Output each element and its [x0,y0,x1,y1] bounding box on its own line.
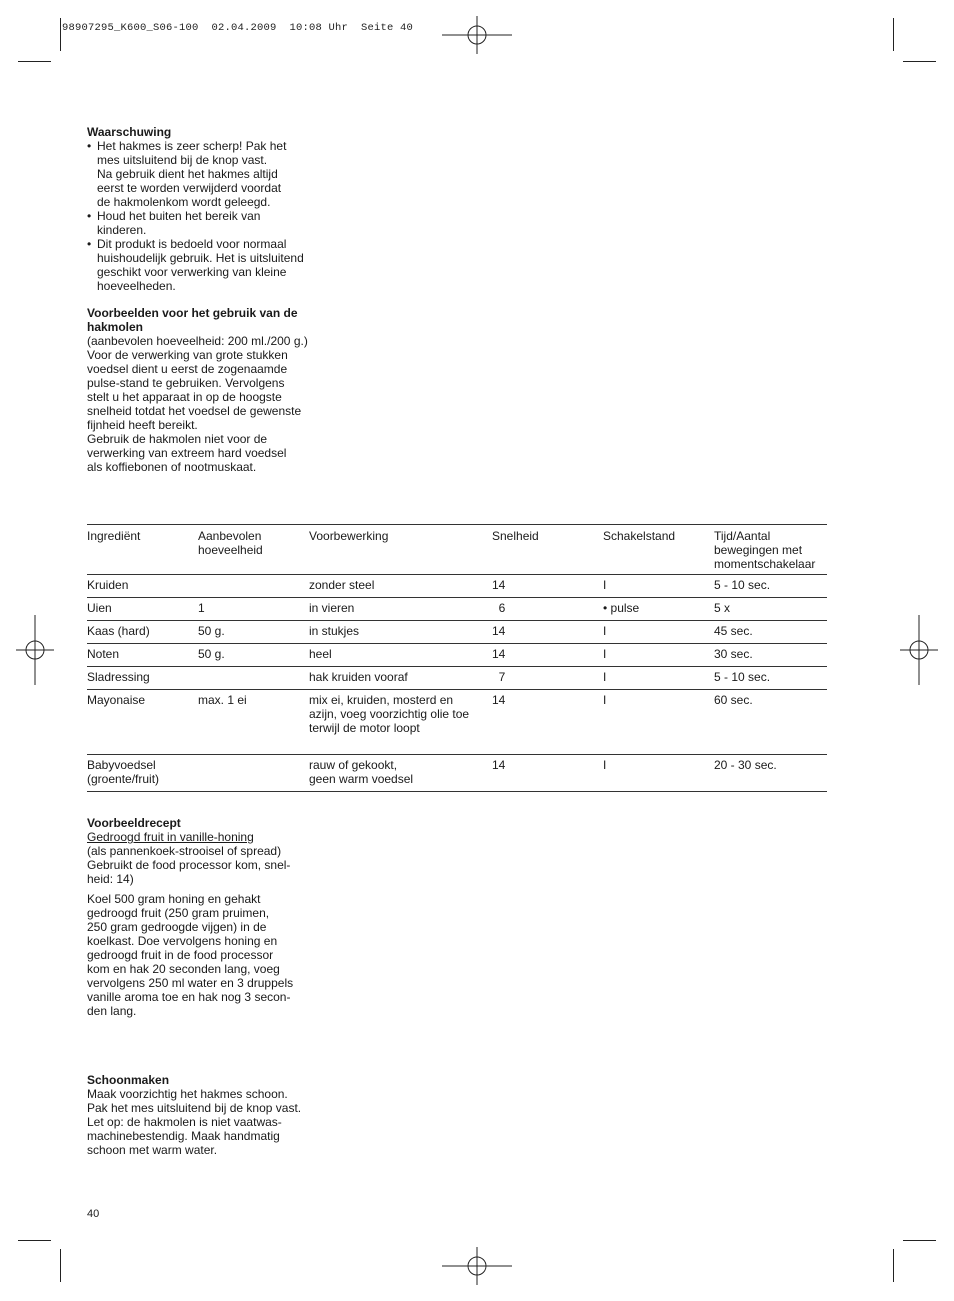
crop-mark [18,1240,51,1241]
table-row [87,644,827,667]
table-cell: zonder steel [309,575,492,598]
registration-mark-bottom [442,1231,512,1301]
recipe-intro: (als pannenkoek-strooisel of spread) Gebruikt de food processor kom, snel- heid: 14) [87,844,291,886]
registration-mark-left [0,615,70,685]
warning-list [87,139,327,293]
table-cell: I [603,667,714,690]
table-cell: Noten [87,644,198,667]
table-cell: 50 g. [198,644,309,667]
recipe-section [87,816,327,1018]
table-cell: 50 g. [198,621,309,644]
table-cell: Babyvoedsel (groente/fruit) [87,755,198,792]
table-cell: heel [309,644,492,667]
table-cell: 60 sec. [714,690,827,755]
table-cell [198,575,309,598]
table-cell: 7 [492,667,603,690]
table-cell: I [603,644,714,667]
crop-mark [893,1249,894,1282]
examples-section [87,306,327,474]
table-cell [198,667,309,690]
crop-mark [60,18,61,51]
table-cell: 5 - 10 sec. [714,667,827,690]
table-cell: 14 [492,621,603,644]
crop-mark [893,18,894,51]
warning-item: • Dit produkt is bedoeld voor normaal huishoudelijk gebruik. Het is uitsluitend geschikt voor verwerking van kleine hoeveelheden. [87,237,327,293]
table-cell: I [603,690,714,755]
table-header-row [87,525,827,575]
warning-section [87,125,327,293]
crop-mark [903,1240,936,1241]
column-header: Aanbevolen hoeveelheid [198,529,263,557]
table-cell: 30 sec. [714,644,827,667]
page-number: 40 [87,1208,100,1220]
examples-heading: Voorbeelden voor het gebruik van de hakmolen [87,306,298,334]
column-header: Voorbewerking [309,529,389,543]
table-row [87,621,827,644]
table-cell: 5 x [714,598,827,621]
table-row [87,755,827,792]
table-cell: mix ei, kruiden, mosterd en azijn, voeg voorzichtig olie toe terwijl de motor loopt [309,690,492,755]
table-cell: max. 1 ei [198,690,309,755]
warning-item: • Houd het buiten het bereik van kinderen. [87,209,327,237]
table-cell [198,755,309,792]
recipe-heading: Voorbeeldrecept [87,816,181,830]
table-cell: 1 [198,598,309,621]
crop-mark [60,1249,61,1282]
cleaning-body: Maak voorzichtig het hakmes schoon. Pak het mes uitsluitend bij de knop vast. Let op: de hakmolen is niet vaatwas- machinebestendig. Maak handmatig schoon met warm water. [87,1087,302,1157]
table-cell: 45 sec. [714,621,827,644]
registration-mark-right [884,615,954,685]
table-cell: • pulse [603,598,714,621]
warning-item: • Het hakmes is zeer scherp! Pak het mes uitsluitend bij de knop vast. Na gebruik dient het hakmes altijd eerst te worden verwijderd voordat de hakmolenkom wordt geleegd. [87,139,327,209]
registration-mark-top [442,0,512,70]
cleaning-heading: Schoonmaken [87,1073,170,1087]
table-cell: I [603,755,714,792]
column-header: Tijd/Aantal bewegingen met momentschakelaar [714,529,816,571]
table-cell: 14 [492,755,603,792]
crop-mark [18,61,51,62]
table-cell: Sladressing [87,667,198,690]
column-header: Snelheid [492,529,539,543]
table-row [87,690,827,755]
table-cell: I [603,575,714,598]
cleaning-section [87,1073,327,1157]
usage-table [87,524,827,792]
table-row [87,598,827,621]
table-cell: in vieren [309,598,492,621]
recipe-name: Gedroogd fruit in vanille-honing [87,830,254,844]
table-cell: 14 [492,644,603,667]
table-cell: Mayonaise [87,690,198,755]
column-header: Schakelstand [603,529,676,543]
table-row [87,575,827,598]
table-cell: 6 [492,598,603,621]
crop-mark [903,61,936,62]
table-cell: 14 [492,690,603,755]
table-cell: 14 [492,575,603,598]
recipe-body: Koel 500 gram honing en gehakt gedroogd fruit (250 gram pruimen, 250 gram gedroogde vijgen) in de koelkast. Doe vervolgens honing en gedroogd fruit in de food processor kom en hak 20 seconden lang, voeg vervolgens 250 ml water en 3 druppels vanille aroma toe en hak nog 3 secon- den lang. [87,892,294,1018]
examples-body: (aanbevolen hoeveelheid: 200 ml./200 g.) Voor de verwerking van grote stukken voedsel dient u eerst de zogenaamde pulse-stand te gebruiken. Vervolgens stelt u het apparaat in op de hoogste snelheid totdat het voedsel de gewenste fijnheid heeft bereikt. Gebruik de hakmolen niet voor de verwerking van extreem hard voedsel als koffiebonen of nootmuskaat. [87,334,308,474]
table-row [87,667,827,690]
table-cell: I [603,621,714,644]
table-cell: hak kruiden vooraf [309,667,492,690]
table-cell: 5 - 10 sec. [714,575,827,598]
column-header: Ingrediënt [87,529,141,543]
print-slug: 98907295_K600_S06-100 02.04.2009 10:08 Uhr Seite 40 [62,22,414,34]
table-cell: in stukjes [309,621,492,644]
table-cell: Kruiden [87,575,198,598]
table-cell: rauw of gekookt, geen warm voedsel [309,755,492,792]
table-cell: 20 - 30 sec. [714,755,827,792]
table-cell: Kaas (hard) [87,621,198,644]
table-cell: Uien [87,598,198,621]
warning-heading: Waarschuwing [87,125,172,139]
